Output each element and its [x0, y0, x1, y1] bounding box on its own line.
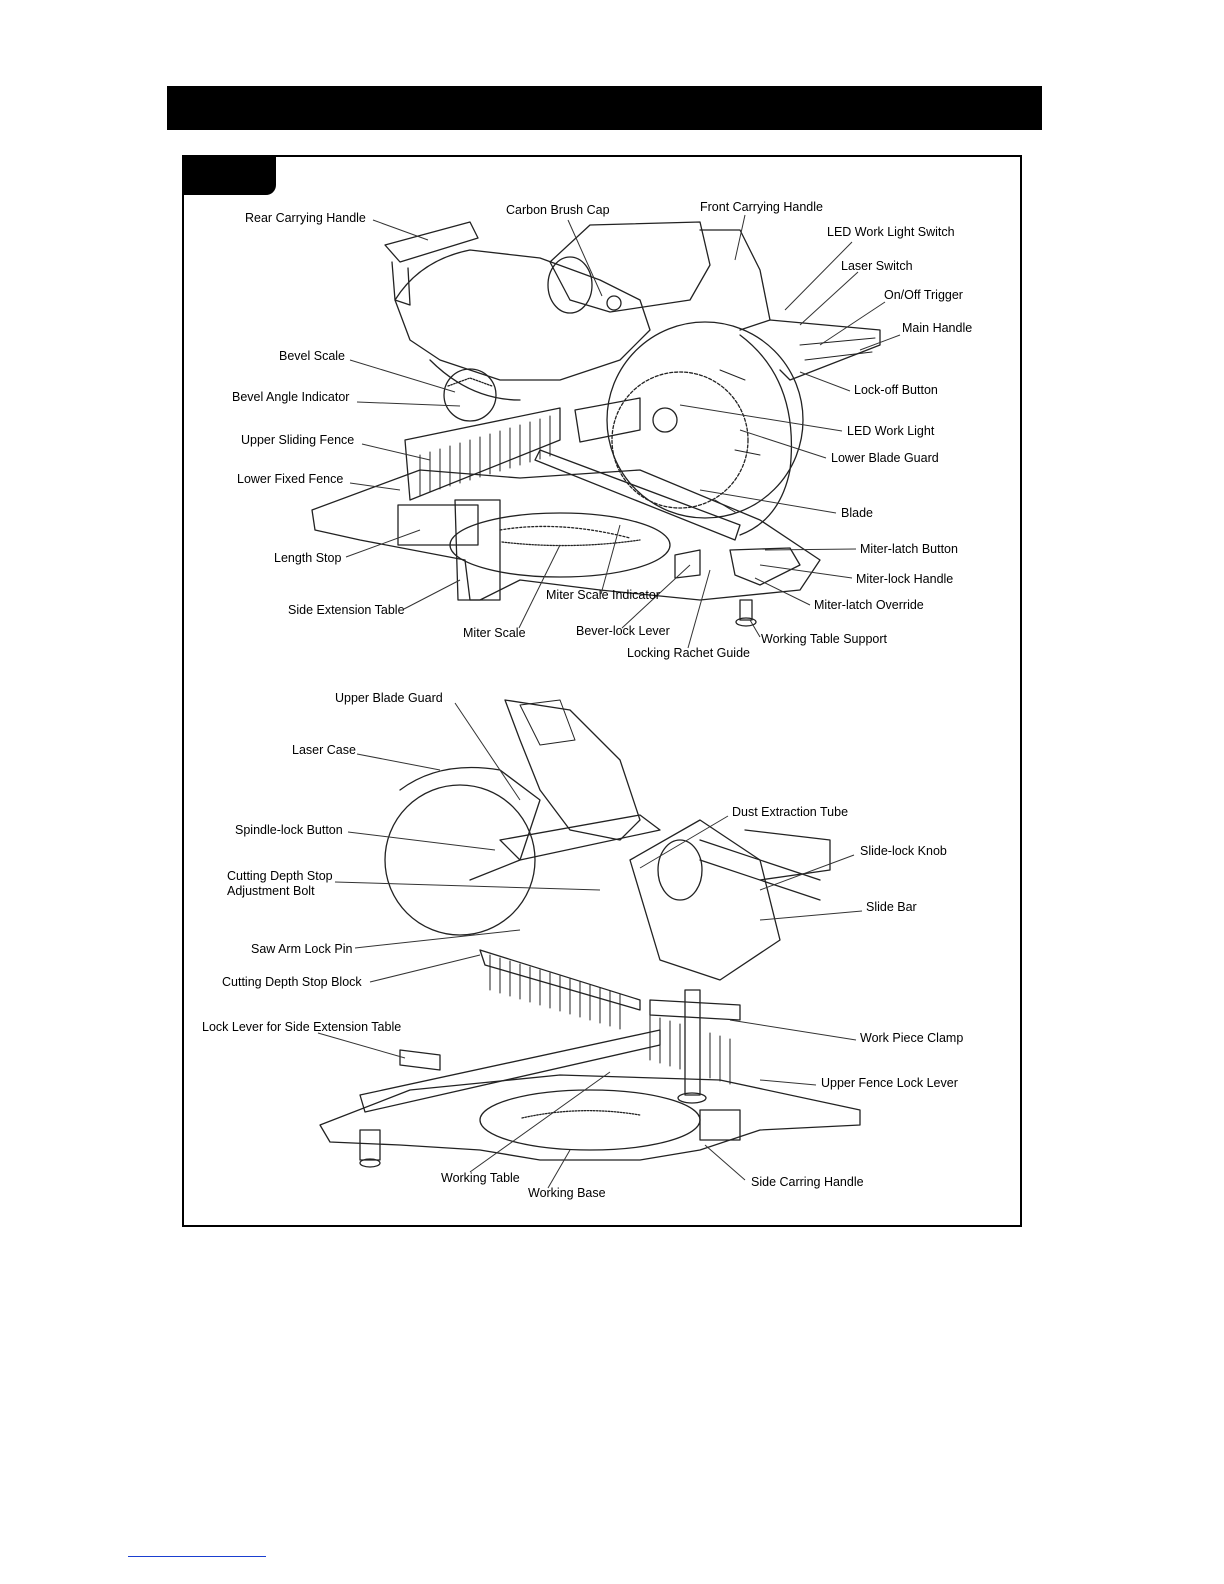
- label-front-carrying-handle: Front Carrying Handle: [700, 200, 823, 214]
- label-slide-bar: Slide Bar: [866, 900, 917, 914]
- bottom-saw-drawing: [320, 700, 860, 1167]
- label-bevel-scale: Bevel Scale: [279, 349, 346, 363]
- label-upper-blade-guard: Upper Blade Guard: [335, 691, 443, 705]
- label-upper-sliding-fence: Upper Sliding Fence: [241, 433, 355, 447]
- label-led-work-light: LED Work Light: [847, 424, 935, 438]
- label-miter-scale: Miter Scale: [463, 626, 526, 640]
- label-slide-lock-knob: Slide-lock Knob: [860, 844, 947, 858]
- label-lock-lever-side-extension-table: Lock Lever for Side Extension Table: [202, 1020, 402, 1034]
- label-working-base: Working Base: [528, 1186, 606, 1200]
- label-side-extension-table: Side Extension Table: [288, 603, 405, 617]
- label-work-piece-clamp: Work Piece Clamp: [860, 1031, 964, 1045]
- label-saw-arm-lock-pin: Saw Arm Lock Pin: [251, 942, 353, 956]
- label-working-table-support: Working Table Support: [761, 632, 888, 646]
- label-laser-switch: Laser Switch: [841, 259, 913, 273]
- label-main-handle: Main Handle: [902, 321, 973, 335]
- label-bever-lock-lever: Bever-lock Lever: [576, 624, 670, 638]
- label-spindle-lock-button: Spindle-lock Button: [235, 823, 343, 837]
- label-length-stop: Length Stop: [274, 551, 342, 565]
- label-locking-rachet-guide: Locking Rachet Guide: [627, 646, 750, 660]
- label-cutting-depth-stop-adjustment-bolt: Cutting Depth Stop Adjustment Bolt: [227, 869, 333, 898]
- label-miter-scale-indicator: Miter Scale Indicator: [546, 588, 660, 602]
- label-miter-lock-handle: Miter-lock Handle: [856, 572, 954, 586]
- label-lower-fixed-fence: Lower Fixed Fence: [237, 472, 344, 486]
- label-dust-extraction-tube: Dust Extraction Tube: [732, 805, 849, 819]
- label-upper-fence-lock-lever: Upper Fence Lock Lever: [821, 1076, 958, 1090]
- label-working-table: Working Table: [441, 1171, 520, 1185]
- label-cutting-depth-stop-block: Cutting Depth Stop Block: [222, 975, 362, 989]
- label-miter-latch-override: Miter-latch Override: [814, 598, 924, 612]
- footnote-rule: [128, 1556, 266, 1557]
- label-blade: Blade: [841, 506, 873, 520]
- label-on-off-trigger: On/Off Trigger: [884, 288, 963, 302]
- label-rear-carrying-handle: Rear Carrying Handle: [245, 211, 366, 225]
- label-side-carring-handle: Side Carring Handle: [751, 1175, 864, 1189]
- label-led-work-light-switch: LED Work Light Switch: [827, 225, 955, 239]
- label-lower-blade-guard: Lower Blade Guard: [831, 451, 939, 465]
- label-miter-latch-button: Miter-latch Button: [860, 542, 958, 556]
- label-bevel-angle-indicator: Bevel Angle Indicator: [232, 390, 350, 404]
- label-laser-case: Laser Case: [292, 743, 356, 757]
- label-carbon-brush-cap: Carbon Brush Cap: [506, 203, 610, 217]
- label-lock-off-button: Lock-off Button: [854, 383, 938, 397]
